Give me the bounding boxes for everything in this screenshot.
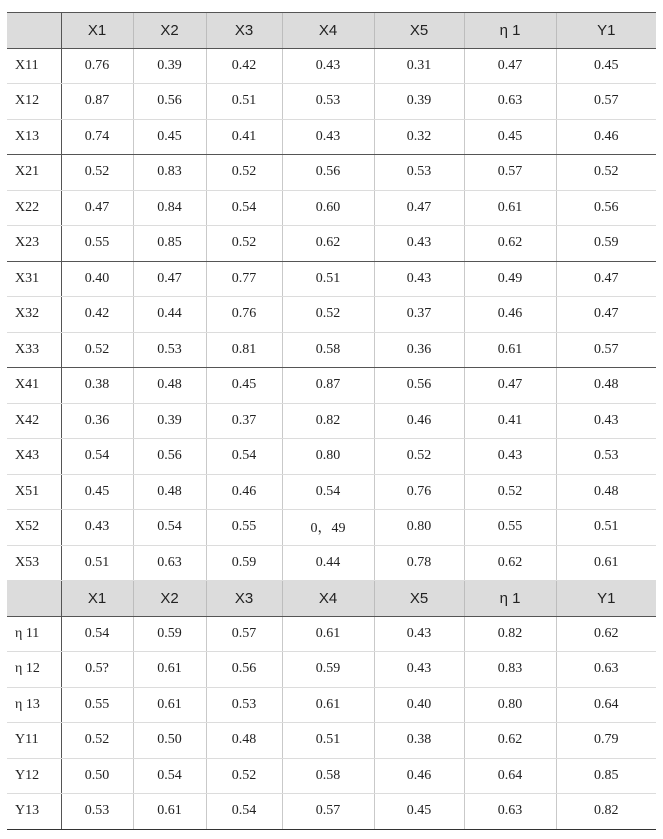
table-cell: 0.64	[464, 758, 556, 794]
row-label: X51	[7, 474, 61, 510]
table-cell: 0.82	[556, 794, 656, 830]
table-cell: 0.51	[282, 261, 374, 297]
table-cell: 0.55	[61, 226, 133, 262]
table-cell: 0.79	[556, 723, 656, 759]
table-cell: 0.39	[133, 403, 206, 439]
table-cell: 0.53	[556, 439, 656, 475]
table-cell: 0.54	[206, 794, 282, 830]
table-cell: 0.58	[282, 758, 374, 794]
table-cell: 0.55	[61, 687, 133, 723]
table-cell: 0.50	[61, 758, 133, 794]
table-cell: 0.53	[61, 794, 133, 830]
table-cell: 0.40	[61, 261, 133, 297]
table-cell: 0.54	[206, 190, 282, 226]
table-cell: 0.43	[61, 510, 133, 546]
column-header: X5	[374, 13, 464, 49]
row-label: X31	[7, 261, 61, 297]
table-cell: 0.87	[282, 368, 374, 404]
table-row	[7, 794, 656, 830]
column-header: X4	[282, 581, 374, 617]
table-cell: 0.54	[282, 474, 374, 510]
table-cell: 0.46	[206, 474, 282, 510]
table-cell: 0.39	[374, 84, 464, 120]
table-cell: 0.84	[133, 190, 206, 226]
table-cell: 0.48	[133, 368, 206, 404]
table-cell: 0.44	[133, 297, 206, 333]
table-cell: 0.45	[556, 48, 656, 84]
table-cell: 0.41	[464, 403, 556, 439]
table-row	[7, 297, 656, 333]
table-cell: 0.49	[464, 261, 556, 297]
row-label: X52	[7, 510, 61, 546]
table-cell: 0.53	[206, 687, 282, 723]
row-label: X22	[7, 190, 61, 226]
table-row	[7, 687, 656, 723]
table-cell: 0.51	[282, 723, 374, 759]
table-cell: 0.56	[133, 439, 206, 475]
table-cell: 0.54	[133, 510, 206, 546]
table-cell: 0.47	[464, 48, 556, 84]
table-cell: 0.52	[464, 474, 556, 510]
table-row	[7, 119, 656, 155]
table-cell: 0.36	[374, 332, 464, 368]
table-cell: 0.46	[374, 403, 464, 439]
table-cell: 0.51	[556, 510, 656, 546]
table-row	[7, 84, 656, 120]
table-cell: 0.39	[133, 48, 206, 84]
table-row	[7, 439, 656, 475]
table-cell: 0.80	[374, 510, 464, 546]
table-cell: 0.85	[133, 226, 206, 262]
row-label: X53	[7, 545, 61, 581]
table-cell: 0.82	[282, 403, 374, 439]
row-label: X11	[7, 48, 61, 84]
table-cell: 0.47	[556, 261, 656, 297]
table-cell: 0.38	[61, 368, 133, 404]
table-body	[7, 13, 656, 830]
table-row	[7, 155, 656, 191]
table-cell: 0.45	[133, 119, 206, 155]
header-row-top	[7, 13, 656, 49]
table-row	[7, 190, 656, 226]
table-cell: 0.38	[374, 723, 464, 759]
table-cell: 0.41	[206, 119, 282, 155]
table-cell: 0.59	[206, 545, 282, 581]
column-header: X1	[61, 581, 133, 617]
row-label: X21	[7, 155, 61, 191]
table-cell: 0.53	[282, 84, 374, 120]
table-cell: 0.76	[374, 474, 464, 510]
table-cell: 0.52	[61, 155, 133, 191]
table-cell: 0.83	[464, 652, 556, 688]
table-cell: 0.43	[556, 403, 656, 439]
table-cell: 0.53	[374, 155, 464, 191]
table-cell: 0.54	[61, 616, 133, 652]
table-row	[7, 368, 656, 404]
table-cell: 0.64	[556, 687, 656, 723]
column-header: X5	[374, 581, 464, 617]
table-cell: 0.62	[464, 545, 556, 581]
column-header: X1	[61, 13, 133, 49]
table-cell: 0.63	[133, 545, 206, 581]
table-row	[7, 474, 656, 510]
table-cell: 0.43	[374, 652, 464, 688]
table-cell: 0.42	[61, 297, 133, 333]
table-cell: 0.61	[133, 794, 206, 830]
table-cell: 0.44	[282, 545, 374, 581]
column-header: Y1	[556, 581, 656, 617]
cross-loading-table-container	[7, 12, 656, 830]
table-cell: 0.43	[374, 226, 464, 262]
column-header: X3	[206, 581, 282, 617]
table-cell: 0.5?	[61, 652, 133, 688]
header-row-middle	[7, 581, 656, 617]
table-cell: 0.83	[133, 155, 206, 191]
table-cell: 0.32	[374, 119, 464, 155]
table-cell: 0.56	[206, 652, 282, 688]
table-cell: 0.80	[464, 687, 556, 723]
table-cell: 0.61	[464, 332, 556, 368]
table-cell: 0.43	[374, 616, 464, 652]
column-header: X4	[282, 13, 374, 49]
table-cell: 0.43	[374, 261, 464, 297]
table-cell: 0.60	[282, 190, 374, 226]
row-label: Y12	[7, 758, 61, 794]
table-row	[7, 403, 656, 439]
table-cell: 0.61	[133, 652, 206, 688]
table-cell: 0.61	[282, 687, 374, 723]
table-cell: 0.46	[464, 297, 556, 333]
table-cell: 0.55	[206, 510, 282, 546]
table-cell: 0.62	[282, 226, 374, 262]
table-cell: 0.80	[282, 439, 374, 475]
table-cell: 0.47	[464, 368, 556, 404]
table-row	[7, 616, 656, 652]
row-label: X23	[7, 226, 61, 262]
row-label: X42	[7, 403, 61, 439]
table-cell: 0.47	[61, 190, 133, 226]
table-cell: 0.52	[282, 297, 374, 333]
table-cell: 0.56	[556, 190, 656, 226]
table-cell: 0.42	[206, 48, 282, 84]
column-header: X2	[133, 581, 206, 617]
table-row	[7, 48, 656, 84]
table-cell: 0.47	[556, 297, 656, 333]
row-label: η 13	[7, 687, 61, 723]
table-cell: 0.63	[464, 794, 556, 830]
table-cell: 0.53	[133, 332, 206, 368]
table-cell: 0，49	[282, 510, 374, 546]
table-cell: 0.76	[61, 48, 133, 84]
table-cell: 0.61	[556, 545, 656, 581]
row-label: Y11	[7, 723, 61, 759]
row-label: X41	[7, 368, 61, 404]
row-label: η 11	[7, 616, 61, 652]
table-cell: 0.52	[61, 723, 133, 759]
table-cell: 0.48	[206, 723, 282, 759]
table-row	[7, 545, 656, 581]
table-cell: 0.56	[374, 368, 464, 404]
row-label: Y13	[7, 794, 61, 830]
header-corner-cell	[7, 13, 61, 49]
table-cell: 0.52	[556, 155, 656, 191]
table-cell: 0.51	[61, 545, 133, 581]
table-cell: 0.52	[374, 439, 464, 475]
table-cell: 0.56	[282, 155, 374, 191]
table-cell: 0.58	[282, 332, 374, 368]
table-row	[7, 510, 656, 546]
row-label: X12	[7, 84, 61, 120]
table-cell: 0.37	[206, 403, 282, 439]
table-cell: 0.52	[206, 758, 282, 794]
table-cell: 0.57	[556, 84, 656, 120]
row-label: η 12	[7, 652, 61, 688]
table-cell: 0.48	[133, 474, 206, 510]
table-cell: 0.61	[282, 616, 374, 652]
table-cell: 0.45	[61, 474, 133, 510]
table-cell: 0.43	[464, 439, 556, 475]
table-cell: 0.43	[282, 48, 374, 84]
table-cell: 0.45	[206, 368, 282, 404]
table-row	[7, 758, 656, 794]
table-cell: 0.54	[133, 758, 206, 794]
table-cell: 0.62	[556, 616, 656, 652]
table-cell: 0.47	[133, 261, 206, 297]
table-row	[7, 332, 656, 368]
table-row	[7, 261, 656, 297]
table-cell: 0.54	[61, 439, 133, 475]
row-label: X32	[7, 297, 61, 333]
table-cell: 0.57	[282, 794, 374, 830]
table-cell: 0.50	[133, 723, 206, 759]
table-cell: 0.63	[556, 652, 656, 688]
table-cell: 0.52	[206, 155, 282, 191]
table-cell: 0.56	[133, 84, 206, 120]
table-cell: 0.61	[464, 190, 556, 226]
row-label: X13	[7, 119, 61, 155]
table-cell: 0.57	[206, 616, 282, 652]
table-cell: 0.82	[464, 616, 556, 652]
table-row	[7, 723, 656, 759]
table-row	[7, 652, 656, 688]
table-cell: 0.78	[374, 545, 464, 581]
table-cell: 0.62	[464, 723, 556, 759]
table-cell: 0.48	[556, 474, 656, 510]
table-cell: 0.40	[374, 687, 464, 723]
table-cell: 0.59	[556, 226, 656, 262]
column-header: η 1	[464, 13, 556, 49]
table-cell: 0.59	[282, 652, 374, 688]
column-header: X2	[133, 13, 206, 49]
column-header: η 1	[464, 581, 556, 617]
row-label: X43	[7, 439, 61, 475]
table-cell: 0.45	[464, 119, 556, 155]
table-cell: 0.51	[206, 84, 282, 120]
table-cell: 0.61	[133, 687, 206, 723]
column-header: Y1	[556, 13, 656, 49]
cross-loading-table	[7, 12, 656, 830]
table-cell: 0.31	[374, 48, 464, 84]
table-cell: 0.76	[206, 297, 282, 333]
table-cell: 0.85	[556, 758, 656, 794]
table-cell: 0.52	[61, 332, 133, 368]
table-cell: 0.37	[374, 297, 464, 333]
table-cell: 0.48	[556, 368, 656, 404]
table-row	[7, 226, 656, 262]
table-cell: 0.57	[556, 332, 656, 368]
table-cell: 0.45	[374, 794, 464, 830]
table-cell: 0.59	[133, 616, 206, 652]
table-cell: 0.46	[374, 758, 464, 794]
table-cell: 0.47	[374, 190, 464, 226]
table-cell: 0.77	[206, 261, 282, 297]
header-corner-cell	[7, 581, 61, 617]
table-cell: 0.63	[464, 84, 556, 120]
table-cell: 0.74	[61, 119, 133, 155]
row-label: X33	[7, 332, 61, 368]
table-cell: 0.52	[206, 226, 282, 262]
table-cell: 0.62	[464, 226, 556, 262]
table-cell: 0.46	[556, 119, 656, 155]
table-cell: 0.87	[61, 84, 133, 120]
table-cell: 0.43	[282, 119, 374, 155]
table-cell: 0.54	[206, 439, 282, 475]
table-cell: 0.55	[464, 510, 556, 546]
column-header: X3	[206, 13, 282, 49]
table-cell: 0.57	[464, 155, 556, 191]
table-cell: 0.81	[206, 332, 282, 368]
table-cell: 0.36	[61, 403, 133, 439]
